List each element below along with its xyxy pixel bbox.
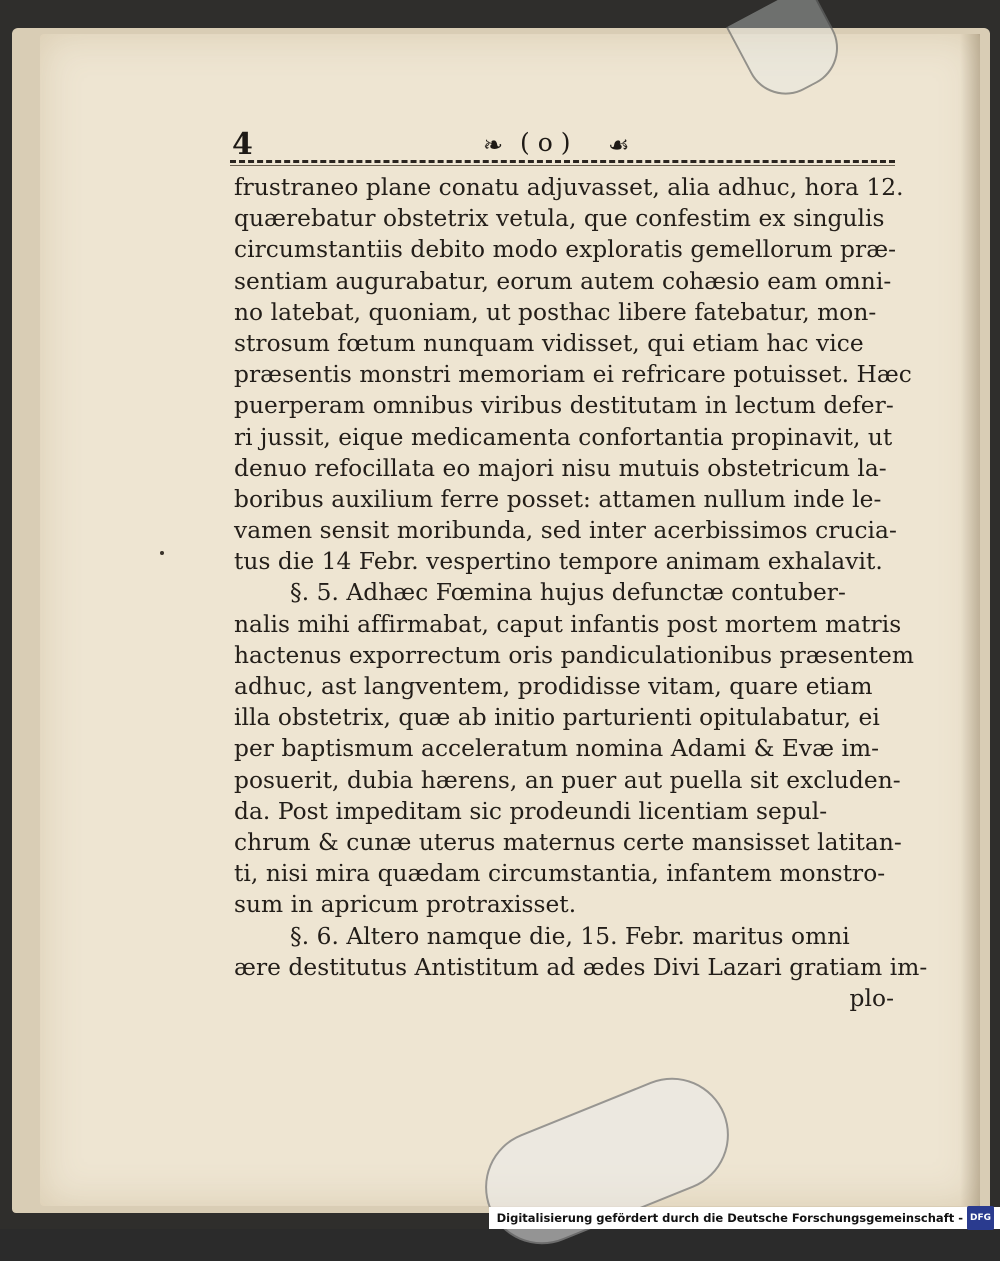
text-line: posuerit, dubia hærens, an puer aut puella sit excluden-: [234, 766, 901, 794]
text-line: adhuc, ast langventem, prodidisse vitam, quare etiam: [234, 673, 873, 700]
header-rule-thin: [230, 165, 895, 166]
text-line: vamen sensit moribunda, sed inter acerbissimos crucia-: [234, 517, 897, 545]
dfg-logo-icon: DFG: [967, 1206, 994, 1230]
text-line: ri jussit, eique medicamenta confortantia propinavit, ut: [234, 423, 893, 451]
footer-text: Digitalisierung gefördert durch die Deutsche Forschungsgemeinschaft -: [496, 1211, 963, 1225]
text-line: strosum fœtum nunquam vidisset, qui etiam hac vice: [234, 329, 864, 357]
ink-speck: [160, 551, 164, 555]
header-rule: [230, 160, 895, 163]
section-heading-line: §. 6. Altero namque die, 15. Febr. maritus omni: [290, 922, 850, 950]
text-line: quærebatur obstetrix vetula, que confestim ex singulis: [234, 205, 885, 233]
text-line: ære destitutus Antistitum ad ædes Divi Lazari gratiam im-: [234, 953, 928, 981]
text-line: nalis mihi affirmabat, caput infantis post mortem matris: [234, 610, 902, 638]
text-line: illa obstetrix, quæ ab initio parturienti opitulabatur, ei: [234, 704, 880, 732]
ornament-right-icon: ☙: [608, 131, 630, 159]
text-line: circumstantiis debito modo exploratis gemellorum præ-: [234, 236, 897, 264]
text-line: denuo refocillata eo majori nisu mutuis obstetricum la-: [234, 454, 887, 482]
page-shadow: [960, 34, 980, 1206]
text-line: per baptismum acceleratum nomina Adami & Evæ im-: [234, 735, 880, 763]
ornament-left-icon: ❧: [483, 131, 504, 159]
text-line: puerperam omnibus viribus destitutam in lectum defer-: [234, 392, 894, 420]
catchword: plo-: [849, 984, 894, 1012]
text-line: boribus auxilium ferre posset: attamen nullum inde le-: [234, 485, 882, 513]
text-line: frustraneo plane conatu adjuvasset, alia adhuc, hora 12.: [234, 174, 904, 201]
page-header: [230, 125, 895, 165]
text-line: sum in apricum protraxisset.: [234, 891, 577, 919]
text-line: ti, nisi mira quædam circumstantia, infantem monstro-: [234, 860, 886, 888]
text-line: tus die 14 Febr. vespertino tempore animam exhalavit.: [234, 548, 883, 576]
signature-mark: ( o ): [520, 128, 571, 157]
body-text: [234, 172, 928, 1014]
text-line: hactenus exporrectum oris pandiculationibus præsentem: [234, 641, 914, 669]
text-line: præsentis monstri memoriam ei refricare potuisset. Hæc: [234, 361, 912, 389]
text-line: no latebat, quoniam, ut posthac libere fatebatur, mon-: [234, 298, 877, 326]
text-line: sentiam augurabatur, eorum autem cohæsio eam omni-: [234, 267, 892, 295]
section-heading-line: §. 5. Adhæc Fœmina hujus defunctæ contuber-: [290, 579, 846, 607]
text-line: da. Post impeditam sic prodeundi licentiam sepul-: [234, 797, 828, 825]
digitization-footer: [489, 1207, 1000, 1229]
page-number: 4: [232, 127, 253, 162]
text-line: chrum & cunæ uterus maternus certe mansisset latitan-: [234, 828, 902, 856]
